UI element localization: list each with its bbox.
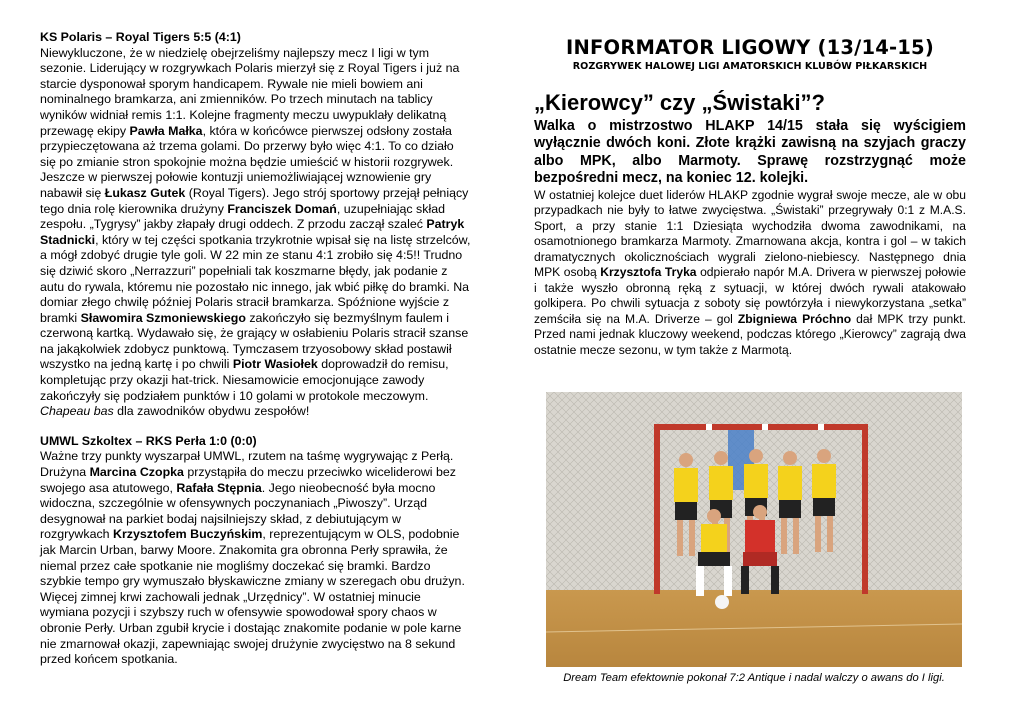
article-body (534, 188, 966, 359)
match1-body (40, 46, 472, 420)
text-run: , który w tej części spotkania trzykrotnie wpisał się na listę strzelców, a mógł zdobyć drugie tyle goli. W 22 min ze stanu 4:1 zrobiło się 4:5!! Trudno się dziwić skoro „Nerrazzuri” popełniali tak koszmarne błędy, jak podanie z autu do rywala, któremu nie pozostało nic innego, jak wbić piłkę do bramki. Na domiar złego chwilę później Polaris stracił bramkarza. Spóźnione wyjście z bramki (40, 232, 471, 325)
team-photo (546, 392, 962, 667)
text-run: W ostatniej kolejce duet liderów HLAKP zgodnie wygrał swoje mecze, ale w obu przypadkach nie były to łatwe zwycięstwa. „Świstaki” przegrywały 0:1 z M.A.S. Sport, a przy stanie 1:1 Dziesiąta wychodziła dwoma zawodnikami, na osamotnionego bramkarza Marmoty. Zmarnowana akcja, kontra i gol – w takich dramatycznych okolicznościach wygrali zielono-niebiescy. Następnego dnia MPK osobą (534, 187, 966, 280)
bold-name: Łukasz Gutek (104, 185, 186, 200)
photo-caption: Dream Team efektownie pokonał 7:2 Antique i nadal walczy o awans do I ligi. (563, 672, 945, 684)
match2-title: UMWL Szkoltex – RKS Perła 1:0 (0:0) (40, 433, 257, 448)
bold-name: Franciszek Domań (227, 201, 337, 216)
left-column (40, 30, 472, 668)
bold-name: Zbigniewa Próchno (737, 311, 852, 326)
text-run: doprowadził do remisu, kompletując przy okazji hat-trick. Niesamowicie emocjonujące zawody zakończyły się podziałem punktów i 10 golami w protokole meczowym. (40, 357, 449, 403)
bold-name: Marcina Czopka (89, 465, 184, 480)
italic-phrase: Chapeau bas (40, 404, 114, 419)
bold-name: Patryk Stadnicki (40, 217, 465, 247)
right-column (534, 36, 966, 358)
text-run: , która w końcówce pierwszej odsłony została przypieczętowana aż trzema golami. Do przerwy było więc 4:1. To co działo się po zmianie stron spokojnie można będzie umieścić w historii rozgrywek. Jeszcze w pierwszej połowie kontuzji uniemożliwiającej wznowienie gry nabawił się (40, 123, 454, 200)
article-lead: Walka o mistrzostwo HLAKP 14/15 stała się wyścigiem wyłącznie dwóch koni. Złote krążki zawisną na szyjach graczy albo MPK, albo Marmoty. Sprawę rozstrzygnąć może bezpośredni mecz, na koniec 12. kolejki. (534, 118, 966, 187)
match2-body (40, 449, 472, 667)
bold-name: Piotr Wasiołek (232, 357, 318, 372)
bold-name: Pawła Małka (129, 123, 203, 138)
text-run: Ważne trzy punkty wyszarpał UMWL, rzutem na taśmę wygrywając z Perłą. Drużyna (40, 449, 454, 480)
text-run: , reprezentującym w OLS, podobnie jak Marcin Urban, barwy Moore. Znakomita gra obronna Perły sprawiła, że niemal przez całe spotkanie nie mogliśmy doczekać się bramki. Bardzo szybkie tempo gry wymuszało błyskawiczne zmiany w szeregach obu drużyn. Więcej zimnej krwi zachowali jednak „Urzędnicy”. W ostatniej minucie wymiana pozycji i szybszy ruch w ofensywie spowodował spory chaos w obronie Perły. Urban zgubił krycie i dostając znakomite podanie w pole karne nie zmarnował okazji, zapewniając swojej drużynie zwycięstwo na 8 sekund przed końcem spotkania. (40, 527, 465, 667)
informator-subtitle: ROZGRYWEK HALOWEJ LIGI AMATORSKICH KLUBÓW PIŁKARSKICH (572, 61, 928, 72)
text-run: (Royal Tigers). Jego strój sportowy przejął pełniący tego dnia rolę kierownika drużyny (40, 185, 469, 216)
article-title: „Kierowcy” czy „Świstaki”? (534, 90, 825, 115)
text-run: , uzupełniając skład zespołu. „Tygrysy” jakby złapały drugi oddech. Z przodu zaczął szaleć (40, 201, 445, 232)
text-run: . Jego nieobecność była mocno widoczna, szczególnie w ofensywnych poczynaniach „Piwoszy”. Urząd desygnował na parkiet bodaj najsilniejszy skład, z debiutującym w rozgrywkach (40, 480, 436, 542)
team-photo-image (546, 392, 962, 667)
match1-title: KS Polaris – Royal Tigers 5:5 (4:1) (40, 30, 241, 44)
bold-name: Krzysztofem Buczyńskim (113, 527, 263, 542)
bold-name: Krzysztofa Tryka (600, 265, 697, 280)
text-run: zakończyło się bezmyślnym faulem i czerwoną kartką. Wydawało się, że grający w osłabieniu Polaris stracił szanse na jakąkolwiek zdobycz punktową. Tymczasem trzyosobowy skład postawił wszystko na jedną kartę i po chwili (40, 310, 469, 372)
text-run: dał MPK trzy punkt. Przed nami jednak kluczowy weekend, podczas którego „Kierowcy” zagrają dwa ostatnie mecze sezonu, w tym także z Marmotą. (534, 311, 967, 357)
text-run: dla zawodników obydwu zespołów! (113, 404, 310, 419)
text-run: odpierało napór M.A. Drivera w pierwszej połowie i także wyszło obronną ręką z sytuacji, w której dwóch rywali atakowało golkipera. Po chwili sytuacja z soboty się powtórzyła i niewykorzystana „setka” zemściła się na M.A. Driverze – gol (534, 265, 966, 326)
bold-name: Sławomira Szmoniewskiego (80, 310, 246, 325)
bold-name: Rafała Stępnia (176, 480, 262, 495)
text-run: przystąpiła do meczu przeciwko wiceliderowi bez swojego asa atutowego, (40, 465, 456, 495)
informator-title: INFORMATOR LIGOWY (13/14-15) (566, 36, 934, 59)
text-run: Niewykluczone, że w niedzielę obejrzeliśmy najlepszy mecz I ligi w tym sezonie. Liderujący w rozgrywkach Polaris mierzył się z Royal Tigers i już na starcie dysponował sporym handicapem. Rywale nie mieli bowiem ani nominalnego bramkarza, ani zmienników. Po trzech minutach na tablicy wyników widniał remis 1:1. Kolejne fragmenty meczu uwypuklały delikatną przewagę ekipy (40, 45, 460, 138)
